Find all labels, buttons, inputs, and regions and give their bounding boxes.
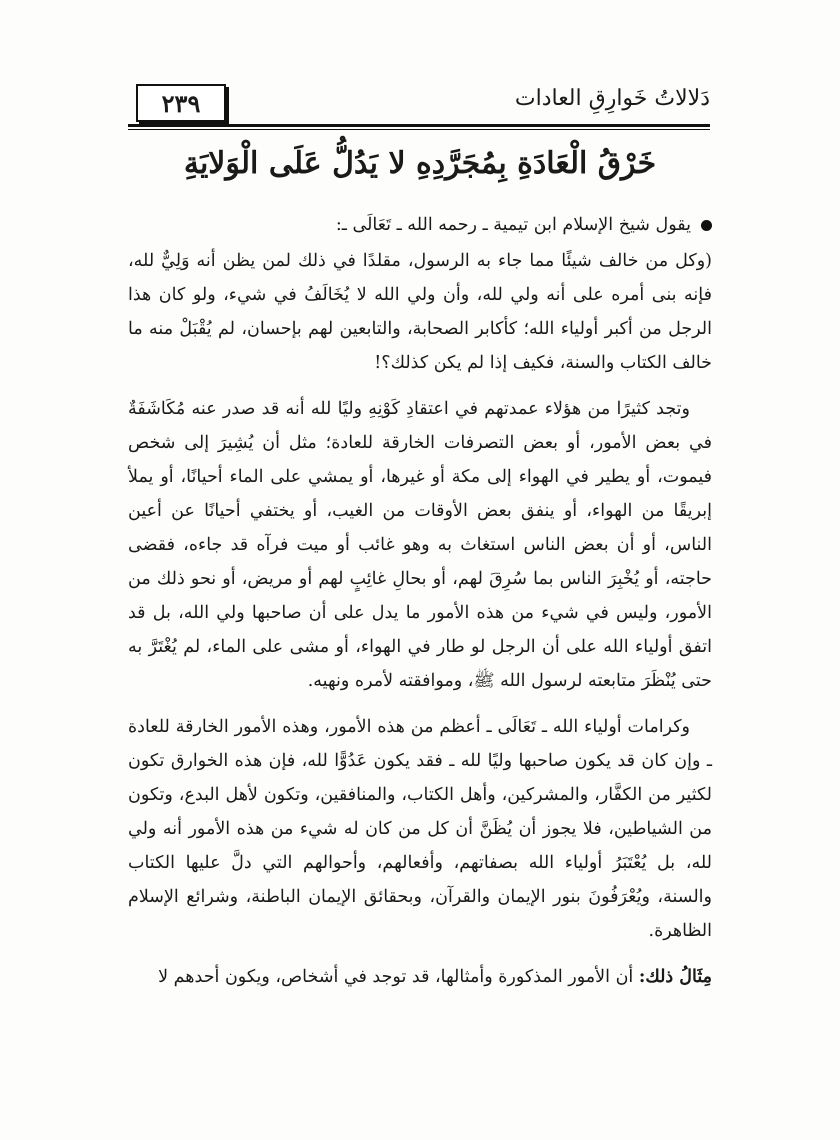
body-text [128,208,712,1006]
header-rule [128,124,710,127]
bullet-intro-text: يقول شيخ الإسلام ابن تيمية ـ رحمه الله ـ تَعَالَى ـ: [335,215,691,235]
running-title: دَلالاتُ خَوارِقِ العادات [514,86,710,111]
paragraph-1: (وكل من خالف شيئًا مما جاء به الرسول، مقلدًا في ذلك لمن يظن أنه وَلِيٌّ لله، فإنه بنى أمره على أنه ولي لله، وأن ولي الله لا يُخَالَفُ في شيء، ولو كان هذا الرجل من أكبر أولياء الله؛ كأكابر الصحابة، والتابعين لهم بإحسان، لم يُقْبَلْ منه ما خالف الكتاب والسنة، فكيف إذا لم يكن كذلك؟! [128,251,712,373]
example-paragraph [128,960,712,994]
paragraph-3: وكرامات أولياء الله ـ تَعَالَى ـ أعظم من هذه الأمور، وهذه الأمور الخارقة للعادة ـ وإن كان قد يكون صاحبها وليًا لله ـ فقد يكون عَدُوًّا لله، فإن هذه الخوارق تكون لكثير من الكفَّار، والمشركين، وأهل الكتاب، والمنافقين، وتكون لأهل البدع، وتكون من الشياطين، فلا يجوز أن يُظَنَّ أن كل من كان له شيء من هذه الأمور أنه ولي لله، بل يُعْتَبَرُ أولياء الله بصفاتهم، وأفعالهم، وأحوالهم التي دلَّ عليها الكتاب والسنة، ويُعْرَفُونَ بنور الإيمان والقرآن، وبحقائق الإيمان الباطنة، وشرائع الإسلام الظاهرة. [128,717,712,941]
page-header [128,78,710,136]
bullet-intro [128,208,712,242]
example-text: أن الأمور المذكورة وأمثالها، قد توجد في أشخاص، ويكون أحدهم لا [158,967,639,987]
bullet-icon [701,220,712,231]
page-number: ٢٣٩ [136,84,226,122]
example-label: مِثَالُ ذلك: [638,967,712,987]
paragraph-2: وتجد كثيرًا من هؤلاء عمدتهم في اعتقادِ كَوْنِهِ وليًا لله أنه قد صدر عنه مُكَاشَفَةٌ في بعض الأمور، أو بعض التصرفات الخارقة للعادة؛ مثل أن يُشِيرَ إلى شخص فيموت، أو يطير في الهواء إلى مكة أو غيرها، أو يمشي على الماء أحيانًا، أو يملأ إبريقًا من الهواء، أو ينفق بعض الأوقات من الغيب، أو يختفي أحيانًا عن أعين الناس، أو أن بعض الناس استغاث به وهو غائب أو ميت فرآه قد جاءه، فقضى حاجته، أو يُخْبِرَ الناس بما سُرِقَ لهم، أو بحالِ غائِبٍ لهم أو مريض، أو نحو ذلك من الأمور، وليس في شيء من هذه الأمور ما يدل على أن صاحبها ولي الله، بل قد اتفق أولياء الله على أن الرجل لو طار في الهواء، أو مشى على الماء، لم يُغْتَرَّ به حتى يُنْظَرَ متابعته لرسول الله ﷺ، وموافقته لأمره ونهيه. [128,399,712,691]
header-rule-thin [128,129,710,130]
section-title: خَرْقُ الْعَادَةِ بِمُجَرَّدِهِ لا يَدُلُّ عَلَى الْوَلايَةِ [183,146,657,181]
